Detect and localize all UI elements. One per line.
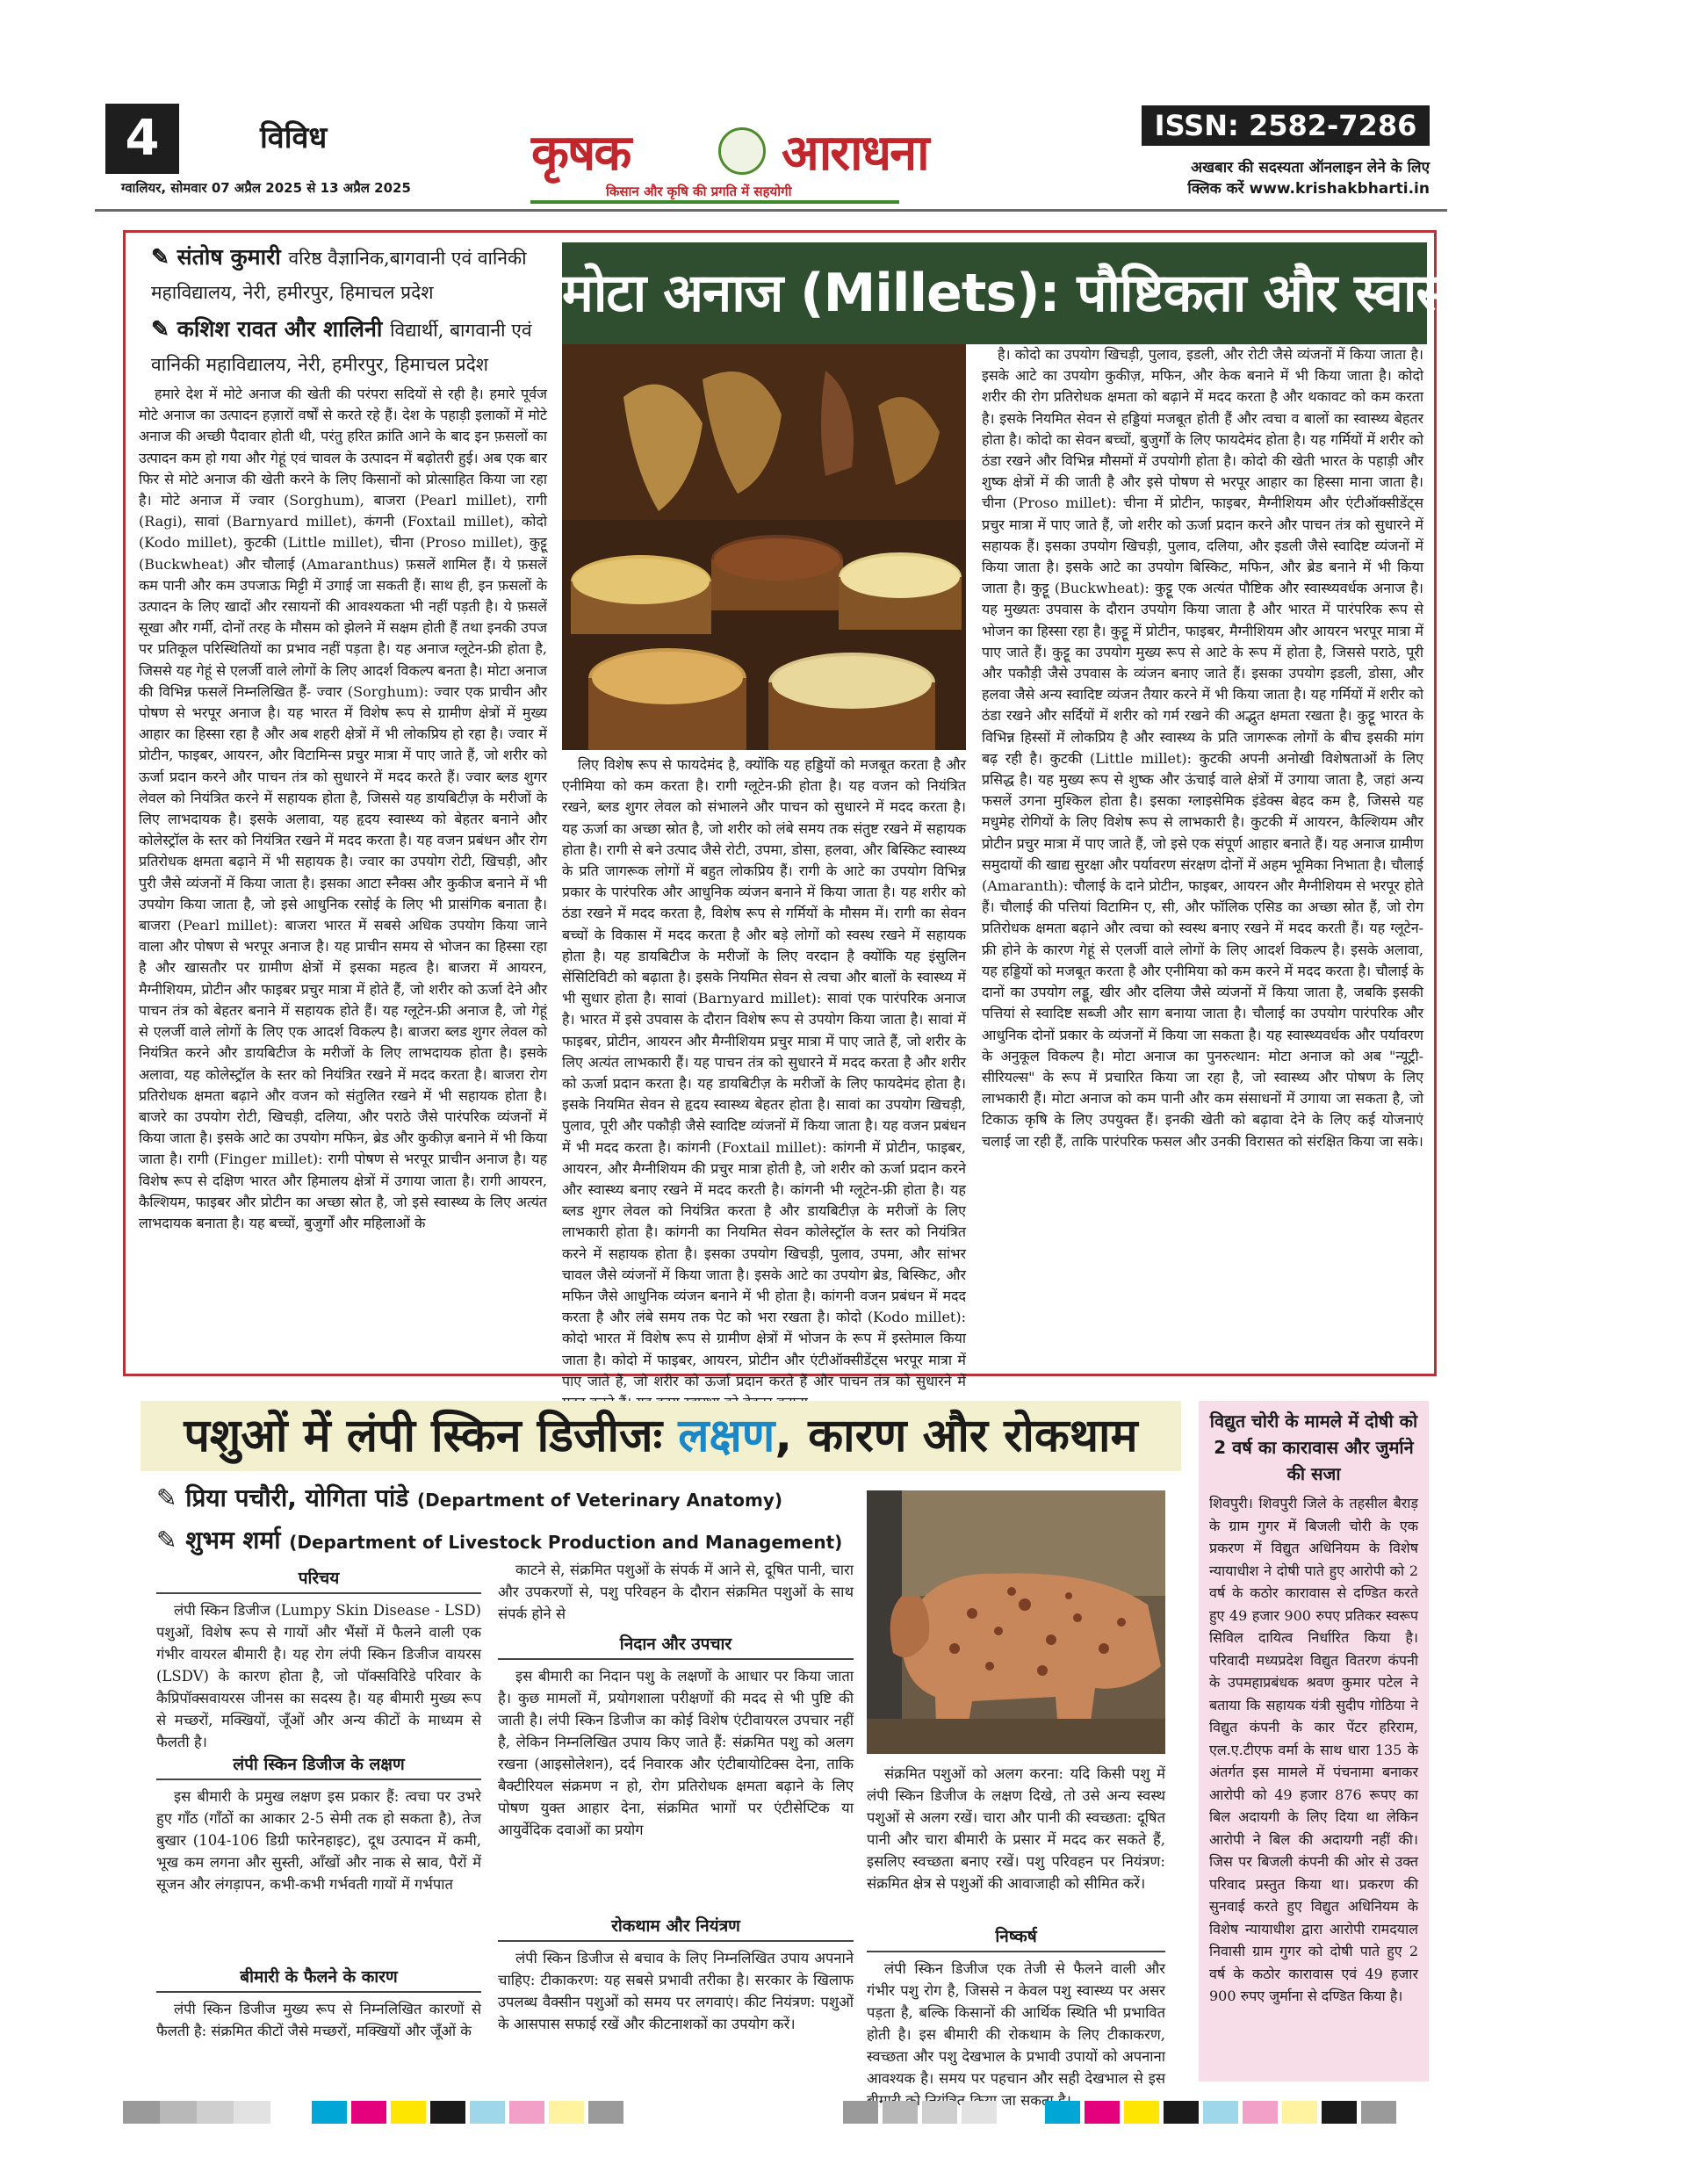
author1-affiliation: वरिष्ठ वैज्ञानिक,बागवानी एवं वानिकी महाविद्यालय, नेरी, हमीरपुर, हिमाचल प्रदेश xyxy=(151,248,527,303)
header-divider xyxy=(95,209,1447,212)
conclusion-text: लंपी स्किन डिजीज एक तेजी से फैलने वाली और गंभीर पशु रोग है, जिससे न केवल पशु स्वास्थ्य पर असर पड़ता है, बल्कि किसानों की आर्थिक स्थिति भी प्रभावित होती है। इस बीमारी की रोकथाम के लिए टीकाकरण, स्वच्छता और पशु देखभाल के प्रभावी उपायों को अपनाना आवश्यक है। समय पर पहचान और सही देखभाल से इस जा सकता xyxy=(867,1960,1165,2109)
pen-icon: ✎ xyxy=(156,1483,177,1512)
millet-grains-photo xyxy=(562,344,966,750)
causes-text-cont: काटने से, संक्रमित पशुओं के संपर्क में आने से, दूषित पानी, चारा और उपकरणों से, पशु परिवहन के दौरान संक्रमित पशुओं के साथ संपर्क होने से xyxy=(498,1562,854,1622)
section-heading-prevention: रोकथाम और नियंत्रण xyxy=(498,1914,854,1942)
author-dept: (Department of Livestock Production and Management) xyxy=(289,1532,843,1553)
article-millets-column-2: लिए विशेष रूप से फायदेमंद है, क्योंकि यह हड्डियों को मजबूत करता है और एनीमिया को कम करता है। रागी ग्लूटेन-फ्री होता है। यह वजन को नियंत्रित रखने, ब्लड शुगर लेवल को संभालने और पाचन को सुधारने में मदद करता है। यह ऊर्जा का अच्छा स्रोत है, जो शरीर को लंबे समय तक संतुष्ट रखने में सहायक होता है। रागी से बने उत्पाद जैसे रोटी, उपमा, डोसा, हलवा, और बिस्किट स्वास्थ्य के प्रति जागरूक लोगों में बहुत लोकप्रिय हैं। रागी के आटे का उपयोग विभिन्न प्रकार के पारंपरिक और आधुनिक व्यंजन बनाने में किया जाता है। यह शरीर को ठंडा रखने में मदद करता है, विशेष रूप से गर्मियों के मौसम में। रागी का सेवन बच्चों के विकास में मदद करता है और बड़े लोगों को स्वस्थ रखने में सहायक होता है। यह डायबिटीज के मरीजों के लिए वरदान है क्योंकि यह इंसुलिन सेंसिटिविटी को बढ़ाता है। इसके नियमित सेवन से त्वचा और बालों के स्वास्थ्य में भी सुधार होता है। सावां (Barnyard millet): सावां एक पारंपरिक अनाज है। भारत में इसे उपवास के दौरान विशेष रूप से उपयोग किया जाता है। सावां में फाइबर, प्रोटीन, आयरन और मैग्नीशियम प्रचुर मात्रा में पाए जाते हैं, जो शरीर के लिए अत्यंत लाभकारी हैं। यह पाचन तंत्र को सुधारने में मदद करता है और शरीर को ऊर्जा प्रदान करता है। यह डायबिटीज़ के मरीजों के लिए फायदेमंद होता है। इसके नियमित सेवन से हृदय स्वास्थ्य बेहतर होता है। सावां का उपयोग खिचड़ी, पुलाव, पूरी और पकौड़ी जैसे स्वादिष्ट व्यंजनों में किया जाता है। यह वजन प्रबंधन में भी मदद करता है। कांगनी (Foxtail millet): कांगनी में प्रोटीन, फाइबर, आयरन, और मैग्नीशियम की प्रचुर मात्रा होती है, जो शरीर को ऊर्जा प्रदान करने और स्वास्थ्य बनाए रखने में मदद करती है। कांगनी भी ग्लूटेन-फ्री होता है। यह ब्लड शुगर लेवल को नियंत्रित करता है और डायबिटीज़ के मरीजों के लिए लाभकारी होता है। कांगनी का नियमित सेवन कोलेस्ट्रॉल के स्तर को नियंत्रित करने में सहायक होता है। इसका उपयोग खिचड़ी, पुलाव, उपमा, और सांभर चावल जैसे व्यंजनों में किया जाता है। इसके आटे का उपयोग ब्रेड, बिस्किट, और मफिन जैसे आधुनिक व्यंजन बनाने में भी होता है। कांगनी वजन प्रबंधन में मदद करता है और लंबे समय तक पेट को भरा रखता है। कोदो (Kodo millet): कोदो भारत में विशेष रूप से ग्रामीण क्षेत्रों में भोजन के रूप में इस्तेमाल किया जाता है। कोदो में फाइबर, आयरन, प्रोटीन और एंटीऑक्सीडेंट्स भरपूर मात्रा में पाए जाते हैं, जो शरीर को ऊर्जा प्रदान करते हैं और पाचन तंत्र को सुधारने में xyxy=(562,756,966,1389)
masthead-underline xyxy=(530,200,899,204)
prevention-text: लंपी स्किन डिजीज से बचाव के लिए निम्नलिखित उपाय अपनाने चाहिए: टीकाकरण: यह सबसे प्रभावी तरीका है। सरकार के खिलाफ उपलब्ध वैक्सीन पशुओं को समय पर लगवाएं। कीट नियंत्रण: पशुओं के आसपास सफाई रखें और कीटनाशकों का उपयोग करें। xyxy=(498,1950,854,2032)
section-heading-symptoms: लंपी स्किन डिजीज के लक्षण xyxy=(156,1752,481,1780)
author-dept: (Department of Veterinary Anatomy) xyxy=(417,1490,783,1511)
masthead-logo-right: आराधना xyxy=(782,124,928,182)
isolation-text: संक्रमित पशुओं को अलग करना: यदि किसी पशु में लंपी स्किन डिजीज के लक्षण दिखे, तो उसे अन्य स्वस्थ पशुओं से अलग रखें। चारा और पानी की स्वच्छता: दूषित पानी और चारा बीमारी के प्रसार में मदद कर सकते हैं, इसलिए स्वच्छता बनाए रखें। पशु परिवहन पर नियंत्रण: संक्रमित क्षेत्र से पशुओं की आवाजाही को सीमित करें। xyxy=(867,1765,1165,1892)
author-names: प्रिया पचौरी, योगिता पांडे xyxy=(185,1483,409,1512)
author2-affiliation: विद्यार्थी, बागवानी एवं वानिकी महाविद्यालय, नेरी, हमीरपुर, हिमाचल प्रदेश xyxy=(151,320,532,375)
masthead-logo-left: कृषक xyxy=(531,124,631,182)
section-heading-diagnosis: निदान और उपचार xyxy=(498,1632,854,1660)
page-number: 4 xyxy=(105,104,179,174)
section-heading-causes: बीमारी के फैलने के कारण xyxy=(156,1965,481,1993)
article-lsd-headline xyxy=(141,1401,1181,1471)
author-name: शुभम शर्मा xyxy=(185,1526,281,1555)
diagnosis-text: इस बीमारी का निदान पशु के लक्षणों के आधार पर किया जाता है। कुछ मामलों में, प्रयोगशाला परीक्षणों की मदद से भी पुष्टि की जाती है। लंपी स्किन डिजीज का कोई विशेष एंटीवायरल उपचार नहीं है, लेकिन निम्नलिखित उपाय किए जाते हैं: संक्रमित पशु को अलग रखना (आइसोलेशन), दर्द निवारक और एंटीबायोटिक्स देना, ताकि बैक्टीरियल संक्रमण न हो, रोग प्रतिरोधक क्षमता बढ़ाने के लिए पोषण युक्त आहार देना, संक्रमित भागों पर एंटीसेप्टिक या आयुर्वेदिक दवाओं का प्रयोग xyxy=(498,1668,854,1838)
masthead-emblem-icon xyxy=(718,127,766,175)
headline-part-1: पशुओं में लंपी स्किन डिजीजः xyxy=(184,1410,663,1462)
issue-date: ग्वालियर, सोमवार 07 अप्रैल 2025 से 13 अप्रैल 2025 xyxy=(121,180,411,196)
article-lsd-author-2 xyxy=(156,1523,859,1556)
news-headline: विद्युत चोरी के मामले में दोषी को 2 वर्ष का कारावास और जुर्माने की सजा xyxy=(1209,1411,1418,1484)
print-registration-bar xyxy=(123,2101,1431,2124)
symptoms-text: इस बीमारी के प्रमुख लक्षण इस प्रकार हैं: त्वचा पर उभरे हुए गाँठ (गाँठों का आकार 2-5 सेमी तक हो सकता है), तेज बुखार (104-106 डिग्री फारेनहाइट), दूध उत्पादन में कमी, भूख कम लगना और सुस्ती, आँखों और नाक से स्राव, पैरों में सूजन और लंगड़ापन, कभी-कभी गर्भवती गायों में गर्भपात xyxy=(156,1788,481,1893)
issn-badge: ISSN: 2582-7286 xyxy=(1142,105,1430,146)
article-lsd-author-1 xyxy=(156,1481,859,1514)
article-millets-column-3: है। कोदो का उपयोग खिचड़ी, पुलाव, इडली, और रोटी जैसे व्यंजनों में किया जाता है। इसके आटे का उपयोग कुकीज़, मफिन, और केक बनाने में भी किया जाता है। कोदो शरीर की रोग प्रतिरोधक क्षमता को बढ़ाने में मदद करता है और थकावट को कम करता है। इसके नियमित सेवन से हड्डियां मजबूत होती हैं और त्वचा व बालों का स्वास्थ्य बेहतर होता है। कोदो का सेवन बच्चों, बुजुर्गों के लिए फायदेमंद होता है। यह गर्मियों में शरीर को ठंडा रखने और विभिन्न मौसमों में उपयोगी होता है। कोदो की खेती भारत के पहाड़ी और शुष्क क्षेत्रों में की जाती है और इसे पोषण से भरपूर आहार का हिस्सा माना जाता है। चीना (Proso millet): चीना में प्रोटीन, फाइबर, मैग्नीशियम और एंटीऑक्सीडेंट्स प्रचुर मात्रा में पाए जाते हैं, जो शरीर को ऊर्जा प्रदान करने और पाचन तंत्र को सुधारने में सहायक हैं। इसका उपयोग खिचड़ी, पुलाव, दलिया, और इडली जैसे स्वादिष्ट व्यंजनों में किया जाता है। इसके आटे का उपयोग बिस्किट, मफिन, और ब्रेड बनाने में भी किया जाता है। कुट्टू (Buckwheat): कुट्टू एक अत्यंत पौष्टिक और स्वास्थ्यवर्धक अनाज है। यह मुख्यतः उपवास के दौरान उपयोग किया जाता है और भारत में पारंपरिक रूप से भोजन का हिस्सा रहा है। कुट्टू में प्रोटीन, फाइबर, मैग्नीशियम और आयरन भरपूर मात्रा में पाए जाते हैं। कुट्टू का उपयोग मुख्य रूप से आटे के रूप में होता है, जिससे पराठे, पूरी और पकौड़ी जैसे उपवास के व्यंजन बनाए जाते हैं। इसका उपयोग इडली, डोसा, और हलवा जैसे अन्य स्वादिष्ट व्यंजन तैयार करने में भी किया जाता है। यह गर्मियों में शरीर को ठंडा रखने और सर्दियों में शरीर को गर्म रखने की अद्भुत क्षमता रखता है। कुट्टू भारत के विभिन्न हिस्सों में लोकप्रिय है और स्वास्थ्य के प्रति जागरूक लोगों के बीच इसकी मांग बढ़ रही है। कुटकी (Little millet): कुटकी अपनी अनोखी विशेषताओं के लिए प्रसिद्ध है। यह मुख्य रूप से शुष्क और ऊंचाई वाले क्षेत्रों में उगाया जाता है, जहां अन्य फसलें उगना मुश्किल होता है। इसका ग्लाइसेमिक इंडेक्स बेहद कम है, जिससे यह मधुमेह रोगियों के लिए विशेष रूप से लाभकारी है। कुटकी में आयरन, कैल्शियम और प्रोटीन प्रचुर मात्रा में पाए जाते हैं, जो इसे एक संपूर्ण आहार बनाते हैं। यह अनाज ग्रामीण समुदायों की खाद्य सुरक्षा और पर्यावरण संरक्षण दोनों में अहम भूमिका निभाता है। चौलाई (Amaranth): चौलाई के दाने प्रोटीन, फाइबर, आयरन और मैग्नीशियम से भरपूर होते हैं। चौलाई की पत्तियां विटामिन ए, सी, और फॉलिक एसिड का अच्छा स्रोत हैं, जो रोग प्रतिरोधक क्षमता बढ़ाने और त्वचा को स्वस्थ बनाए रखने में मदद करती हैं। यह ग्लूटेन-फ्री होने के कारण गेहूं से एलर्जी वाले लोगों के लिए आदर्श विकल्प है। इसके अलावा, यह हड्डियों को मजबूत करता है और एनीमिया को कम करने में मदद करता है। चौलाई के दानों का उपयोग लड्डू, खीर और दलिया जैसे व्यंजनों में किया जाता है, जबकि इसकी पत्तियां से स्वादिष्ट सब्जी और साग बनाया जाता है। चौलाई का उपयोग पारंपरिक और आधुनिक दोनों प्रकार के व्यंजनों में किया जा सकता है। यह स्वास्थ्यवर्धक और पर्यावरण के अनुकूल विकल्प है। मोटा अनाज का पुनरुत्थान: मोटा अनाज को अब "न्यूट्री-सीरियल्स" के रूप में प्रचारित किया जा रहा है, जो स्वास्थ्य और पोषण के लिए लाभकारी हैं। मोटा अनाज को कम पानी और कम संसाधनों में उगाया जा सकता है, जो टिकाऊ कृषि के लिए उपयुक्त हैं। इनकी खेती को बढ़ावा देने के लिए कई योजनाएं चलाई जा रही हैं, ताकि पारंपरिक फसल और उनकी विरासत को संरक्षित किया जा सके। xyxy=(982,346,1423,1150)
masthead-tagline: किसान और कृषि की प्रगति में सहयोगी xyxy=(606,184,792,199)
pen-icon: ✎ xyxy=(156,1526,177,1555)
article-millets-authors xyxy=(151,241,551,381)
intro-text: लंपी स्किन डिजीज (Lumpy Skin Disease - LSD) पशुओं, विशेष रूप से गायों और भैंसों में फैलने वाली एक गंभीर वायरल बीमारी है। यह रोग लंपी स्किन डिजीज वायरस (LSDV) के कारण होता है, जो पॉक्सविरिडे परिवार के कैप्रिपॉक्सवायरस जीनस का सदस्य है। यह बीमारी मुख्य रूप से मच्छरों, मक्खियों, जूँओं और अन्य कीटों के माध्यम से फैलती है। xyxy=(156,1602,481,1750)
author1-name: संतोष कुमारी xyxy=(177,244,281,270)
subscribe-text: अखबार की सदस्यता ऑनलाइन लेने के लिए xyxy=(1191,159,1430,177)
pen-icon: ✎ xyxy=(151,316,169,342)
causes-text: लंपी स्किन डिजीज मुख्य रूप से निम्नलिखित कारणों से फैलती है: संक्रमित कीटों जैसे मच्छरों, मक्खियों और जूँओं के xyxy=(156,2001,481,2039)
infected-cow-photo xyxy=(867,1490,1165,1754)
article-lsd-column-2 xyxy=(498,1559,854,2079)
headline-part-2: , कारण और रोकथाम xyxy=(775,1410,1138,1462)
author2-name: कशिश रावत और शालिनी xyxy=(177,316,383,342)
article-millets-column-1: हमारे देश में मोटे अनाज की खेती की परंपरा सदियों से रही है। हमारे पूर्वज मोटे अनाज का उत्पादन हज़ारों वर्षों से करते रहे हैं। देश के पहाड़ी इलाकों में मोटे अनाज की अच्छी पैदावार होती थी, परंतु हरित क्रांति आने के बाद इन फ़सलों का उत्पादन कम हो गया और गेहूं एवं चावल के उत्पादन में बढ़ोतरी हुई। अब एक बार फिर से मोटे अनाज की खेती करने के लिए किसानों को प्रोत्साहित किया जा रहा है। मोटे अनाज में ज्वार (Sorghum), बाजरा (Pearl millet), रागी (Ragi), सावां (Barnyard millet), कंगनी (Foxtail millet), कोदो (Kodo millet), कुटकी (Little millet), चीना (Proso millet), कुट्टू (Buckwheat) और चौलाई (Amaranthus) फ़सलें शामिल हैं। ये फ़सलें कम पानी और कम उपजाऊ मिट्टी में उगाई जा सकती हैं। साथ ही, इन फ़सलों के उत्पादन के लिए खादों और रसायनों की आवश्यकता भी नहीं पड़ती है। ये फ़सलें सूखा और गर्मी, दोनों तरह के मौसम को झेलने में सक्षम होती हैं तथा इनकी उपज पर प्रतिकूल परिस्थितियों का प्रभाव नहीं पड़ता है। यह अनाज ग्लूटेन-फ्री होता है, जिससे यह गेहूं से एलर्जी वाले लोगों के लिए आदर्श विकल्प बनता है। मोटा अनाज की विभिन्न फसलें निम्नलिखित हैं- ज्वार (Sorghum): ज्वार एक प्राचीन और पोषण से भरपूर अनाज है। यह भारत में विशेष रूप से ग्रामीण क्षेत्रों में मुख्य आहार का हिस्सा रहा है और अब शहरी क्षेत्रों में भी लोकप्रिय हो रहा है। ज्वार में प्रोटीन, फाइबर, आयरन, और विटामिन्स प्रचुर मात्रा में पाए जाते हैं, जो शरीर को ऊर्जा प्रदान करने और पाचन तंत्र को सुधारने में मदद करते हैं। ज्वार ब्लड शुगर लेवल को नियंत्रित करने में सहायक होता है, जिससे यह डायबिटीज़ के मरीजों के लिए लाभदायक है। इसके अलावा, यह हृदय स्वास्थ्य को बेहतर बनाने और कोलेस्ट्रॉल के स्तर को नियंत्रित रखने में मदद करता है। यह वजन प्रबंधन और रोग प्रतिरोधक क्षमता बढ़ाने में भी सहायक है। ज्वार का उपयोग रोटी, खिचड़ी, और पुरी जैसे व्यंजनों में किया जाता है। इसका आटा स्नैक्स और कुकीज बनाने में भी उपयोग किया जाता है, जो इसे आधुनिक रसोई के लिए भी प्रासंगिक बनाता है। बाजरा (Pearl millet): बाजरा भारत में सबसे अधिक उपयोग किया जाने वाला और पोषण से भरपूर अनाज है। यह प्राचीन समय से भोजन का हिस्सा रहा है और खासतौर पर ग्रामीण क्षेत्रों में इसका महत्व है। बाजरा में आयरन, मैग्नीशियम, प्रोटीन और फाइबर प्रचुर मात्रा में होते हैं, जो शरीर को ऊर्जा देने और पाचन तंत्र को बेहतर बनाने में सहायक होते हैं। यह ग्लूटेन-फ्री अनाज है, जो गेहूं से एलर्जी वाले लोगों के लिए एक आदर्श विकल्प है। बाजरा ब्लड शुगर लेवल को नियंत्रित करने और डायबिटीज के मरीजों के लिए लाभदायक होता है। इसके अलावा, यह कोलेस्ट्रॉल के स्तर को नियंत्रित रखने में मदद करता है। बाजरा रोग प्रतिरोधक क्षमता बढ़ाने और वजन को संतुलित रखने में भी सहायक होता है। बाजरे का उपयोग रोटी, खिचड़ी, दलिया, और पराठे जैसे पारंपरिक व्यंजनों में किया जाता है। इसके आटे का उपयोग मफिन, ब्रेड और कुकीज़ बनाने में भी किया जाता है। रागी (Finger millet): रागी पोषण से भरपूर प्राचीन अनाज है। यह विशेष रूप से दक्षिण भारत और हिमालय क्षेत्रों में उगाया जाता है। रागी आयरन, कैल्शियम, फाइबर और प्रोटीन का अच्छा स्रोत है, जो इसे स्वास्थ्य के लिए अत्यंत लाभदायक बनाता है। यह बच्चों, बुजुर्गों और महिलाओं के xyxy=(139,386,547,1231)
section-heading-intro: परिचय xyxy=(156,1566,481,1594)
article-lsd-column-1 xyxy=(156,1566,481,2064)
pen-icon: ✎ xyxy=(151,244,169,270)
news-sidebar xyxy=(1199,1401,1429,2082)
news-body: शिवपुरी। शिवपुरी जिले के तहसील बैराड़ के ग्राम गुगर में बिजली चोरी के एक प्रकरण में विद्युत अधिनियम के विशेष न्यायाधीश ने दोषी पाते हुए आरोपी को 2 वर्ष के कठोर कारावास से दण्डित करते हुए 49 हजार 900 रुपए प्रतिकर स्वरूप सिविल दायित्व निर्धारित किया है। परिवादी मध्यप्रदेश विद्युत वितरण कंपनी के उपमहाप्रबंधक श्रवण कुमार पटेल ने बताया कि सहायक यंत्री सुदीप गोठिया ने विद्युत कंपनी के कार पेंटर हरिराम, एल.ए.टीएफ वर्मा के साथ धारा 135 के अंतर्गत इस मामले में पंचनामा बनाकर आरोपी को 49 हजार 876 रूपए का बिल अदायगी के लिए दिया था लेकिन आरोपी ने बिल की अदायगी नहीं की। जिस पर बिजली कंपनी की ओर से उक्त परिवाद प्रस्तुत किया था। प्रकरण की सुनवाई करते हुए विद्युत अधिनियम के विशेष न्यायाधीश द्वारा आरोपी रामदयाल निवासी ग्राम गुगर को दोषी पाते हुए 2 वर्ष के कठोर कारावास एवं 49 हजार 900 रुपए जुर्माना से दण्डित किया है। xyxy=(1209,1495,1418,2004)
subscribe-link[interactable]: क्लिक करें www.krishakbharti.in xyxy=(1187,180,1430,198)
section-heading-conclusion: निष्कर्ष xyxy=(867,1924,1165,1952)
article-millets-headline: मोटा अनाज (Millets): पौष्टिकता और स्वास्थ्य का खजाना xyxy=(562,242,1427,344)
headline-highlight: लक्षण xyxy=(678,1410,775,1462)
section-title: विविध xyxy=(260,120,328,155)
article-lsd-column-3 xyxy=(867,1763,1165,2111)
